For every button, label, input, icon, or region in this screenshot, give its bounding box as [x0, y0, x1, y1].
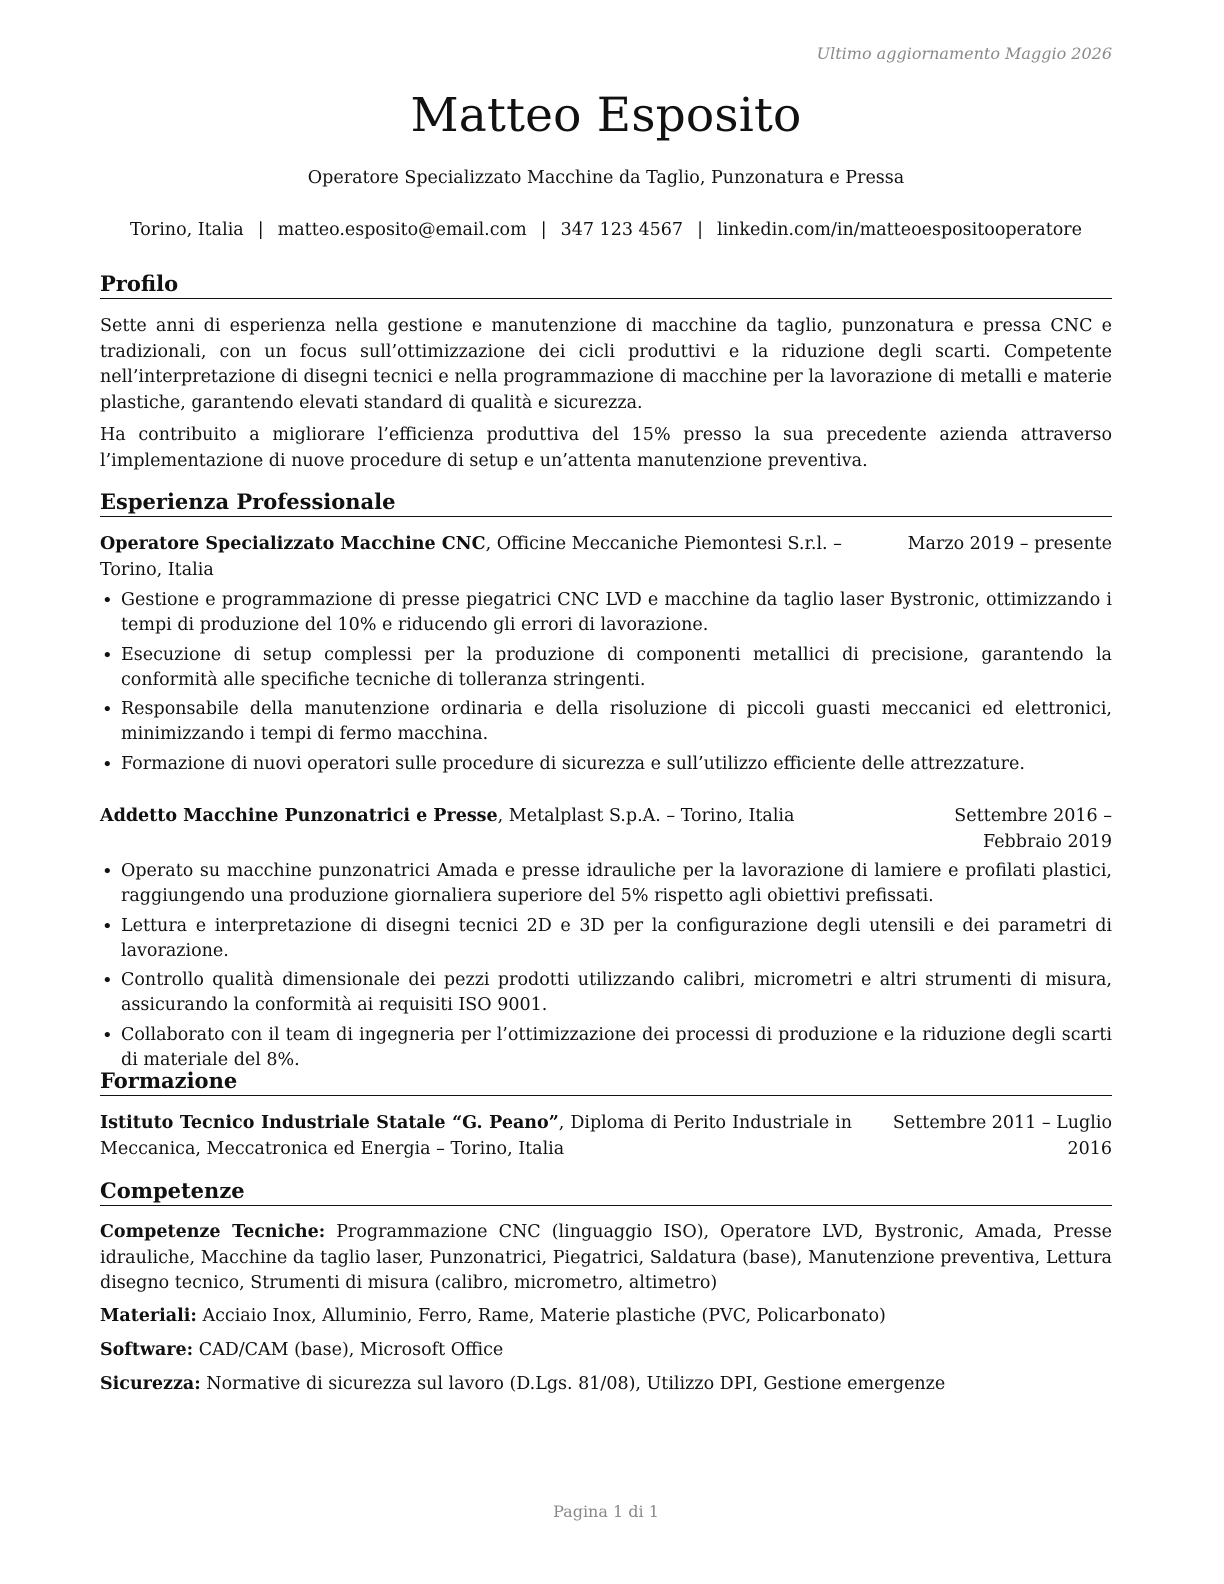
job-role: Addetto Macchine Punzonatrici e Presse [100, 806, 498, 826]
list-item: • Esecuzione di setup complessi per la produzione di componenti metallici di precisione, garantendo la conformità alle specifiche tecniche di tolleranza stringenti. [100, 643, 1112, 693]
skills-software [100, 1338, 1112, 1364]
list-item: • Controllo qualità dimensionale dei pezzi prodotti utilizzando calibri, micrometri e altri strumenti di misura, assicurando la conformità ai requisiti ISO 9001. [100, 968, 1112, 1018]
contact-line [100, 220, 1112, 240]
job-header [100, 532, 1112, 583]
job-dates: Marzo 2019 – presente [907, 534, 1112, 554]
profile-paragraph-2: Ha contribuito a migliorare l’efficienza produttiva del 15% presso la sua precedente azienda attraverso l’implementazione di nuove procedure di setup e un’attenta manutenzione preventiva. [100, 425, 1112, 471]
section-title-education: Formazione [100, 1068, 1112, 1096]
job-dates: Settembre 2016 – Febbraio 2019 [954, 806, 1112, 852]
job-bullets [100, 859, 1112, 1077]
section-title-experience: Esperienza Professionale [100, 489, 1112, 517]
skills-materials [100, 1304, 1112, 1330]
education-detail: , Diploma di Perito Industriale in Meccanica, Meccatronica ed Energia – Torino, Italia [100, 1113, 852, 1159]
list-item: • Lettura e interpretazione di disegni tecnici 2D e 3D per la configurazione degli utensili e dei parametri di lavorazione. [100, 914, 1112, 964]
section-title-profile: Profilo [100, 271, 1112, 299]
skill-label: Materiali: [100, 1306, 197, 1326]
skills-technical [100, 1220, 1112, 1297]
skill-value: Acciaio Inox, Alluminio, Ferro, Rame, Materie plastiche (PVC, Policarbonato) [196, 1306, 886, 1326]
list-item: • Gestione e programmazione di presse piegatrici CNC LVD e macchine da taglio laser Bystronic, ottimizzando i tempi di produzione del 10% e riducendo gli errori di lavorazione. [100, 588, 1112, 638]
profile-paragraph-1: Sette anni di esperienza nella gestione e manutenzione di macchine da taglio, punzonatura e pressa CNC e tradizionali, con un focus sull’ottimizzazione dei cicli produttivi e la riduzione degli scarti. Competente nell’interpretazione di disegni tecnici e nella programmazione di macchine per la lavorazione di metalli e materie plastiche, garantendo elevati standard di qualità e sicurezza. [100, 316, 1112, 413]
skills-safety [100, 1372, 1112, 1398]
education-school-detail [100, 1111, 852, 1162]
contact-separator: | [697, 220, 703, 240]
education-school: Istituto Tecnico Industriale Statale “G. Peano” [100, 1113, 559, 1133]
list-item: • Responsabile della manutenzione ordinaria e della risoluzione di piccoli guasti meccanici ed elettronici, minimizzando i tempi di fermo macchina. [100, 697, 1112, 747]
skill-label: Sicurezza: [100, 1374, 201, 1394]
contact-phone[interactable]: 347 123 4567 [560, 220, 684, 240]
job-header [100, 804, 1112, 855]
job-role-company [100, 804, 864, 830]
job-role-company [100, 532, 890, 583]
skill-value: Programmazione CNC (linguaggio ISO), Operatore LVD, Bystronic, Amada, Presse idrauliche, Macchine da taglio laser, Punzonatrici, Piegatrici, Saldatura (base), Manutenzione preventiva, Lettura disegno tecnico, Strumenti di misura (calibro, micrometro, altimetro) [100, 1222, 1112, 1293]
job-bullets [100, 588, 1112, 781]
contact-location: Torino, Italia [129, 220, 244, 240]
job-company: , Officine Meccaniche Piemontesi S.r.l. – Torino, Italia [100, 534, 842, 580]
resume-page [100, 0, 1112, 1584]
education-entry [100, 1111, 1112, 1162]
page-number: Pagina 1 di 1 [553, 1502, 659, 1521]
last-updated: Ultimo aggiornamento Maggio 2026 [816, 44, 1112, 63]
skill-value: CAD/CAM (base), Microsoft Office [193, 1340, 504, 1360]
section-title-skills: Competenze [100, 1178, 1112, 1206]
list-item: • Formazione di nuovi operatori sulle procedure di sicurezza e sull’utilizzo efficiente delle attrezzature. [100, 752, 1112, 777]
list-item: • Operato su macchine punzonatrici Amada e presse idrauliche per la lavorazione di lamiere e profilati plastici, raggiungendo una produzione giornaliera superiore del 5% rispetto agli obiettivi prefissati. [100, 859, 1112, 909]
contact-linkedin[interactable]: linkedin.com/in/matteoespositooperatore [716, 220, 1083, 240]
skill-label: Competenze Tecniche: [100, 1222, 326, 1242]
contact-separator: | [257, 220, 264, 240]
job-title: Operatore Specializzato Macchine da Taglio, Punzonatura e Pressa [307, 168, 905, 188]
list-item: • Collaborato con il team di ingegneria per l’ottimizzazione dei processi di produzione e la riduzione degli scarti di materiale del 8%. [100, 1023, 1112, 1073]
candidate-name: Matteo Esposito [410, 88, 802, 143]
contact-email[interactable]: matteo.esposito@email.com [277, 220, 527, 240]
job-company: , Metalplast S.p.A. – Torino, Italia [497, 806, 795, 826]
skill-label: Software: [100, 1340, 194, 1360]
job-role: Operatore Specializzato Macchine CNC [100, 534, 486, 554]
skill-value: Normative di sicurezza sul lavoro (D.Lgs. 81/08), Utilizzo DPI, Gestione emergenze [200, 1374, 946, 1394]
contact-separator: | [540, 220, 547, 240]
education-dates: Settembre 2011 – Luglio 2016 [892, 1113, 1112, 1159]
